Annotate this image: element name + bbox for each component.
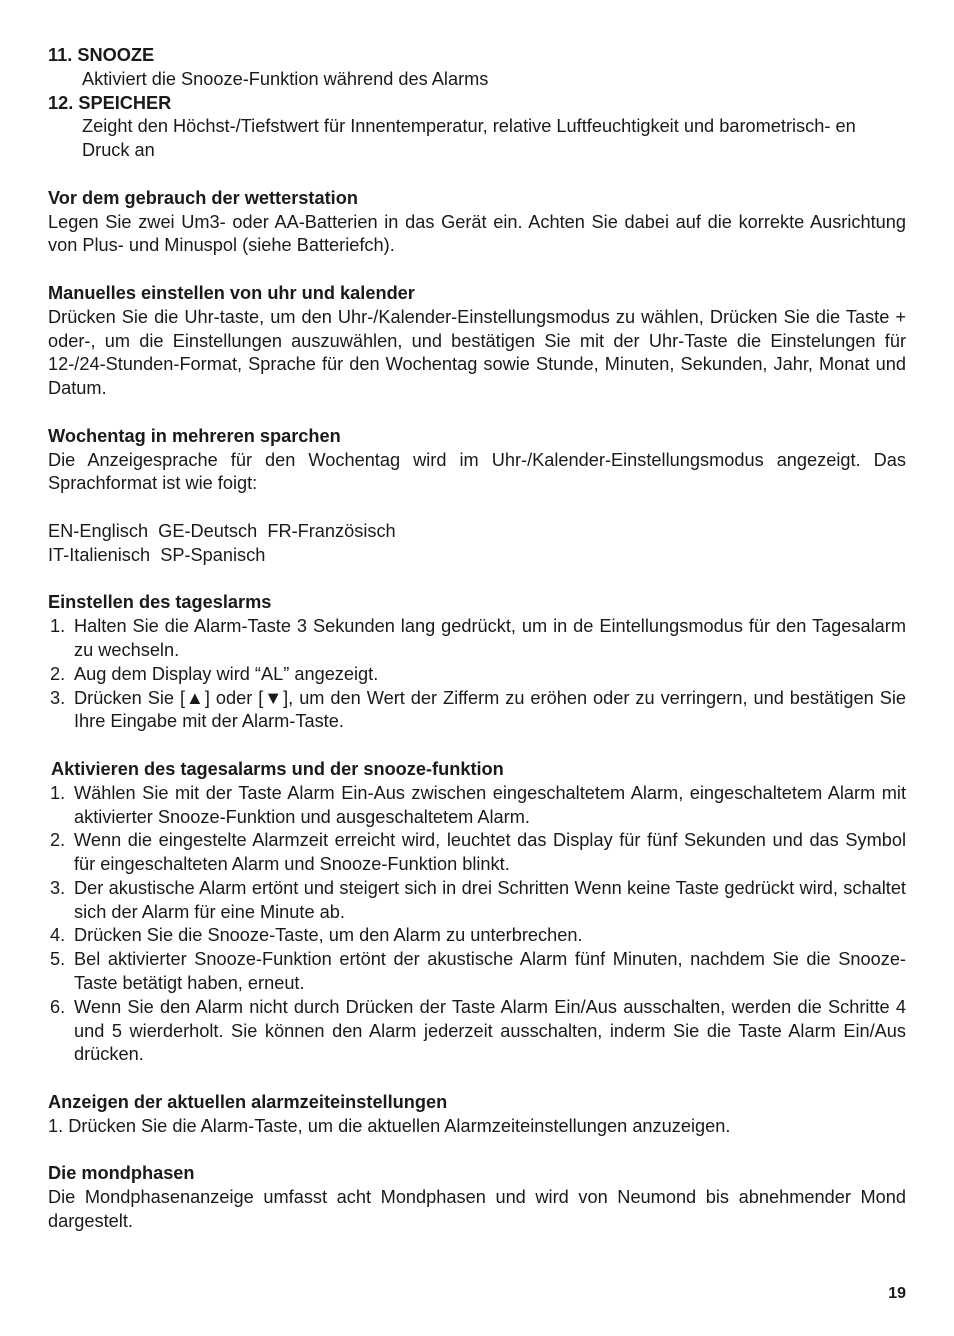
language-line-2: IT-Italienisch SP-Spanisch [48,544,266,565]
list-item [48,948,906,996]
list-item [48,996,906,1067]
section-text: Die Mondphasenanzeige umfasst acht Mondphasen und wird von Neumond bis abnehmender Mond dargestelt. [48,1187,906,1232]
list-text: Wenn die eingestelte Alarmzeit erreicht wird, leuchtet das Display für fünf Sekunden und das Symbol für eingeschalteten Alarm und Snooze-Funktion blinkt. [74,830,906,875]
item-title: 12. SPEICHER [48,92,172,113]
section-heading: Vor dem gebrauch der wetterstation [48,187,358,208]
list-number: 2. [50,830,66,851]
list-number: 3. [50,877,66,898]
list-item [48,615,906,663]
list-item [48,829,906,877]
list-item [48,924,906,948]
list-number: 6. [50,996,66,1017]
list-text: Wählen Sie mit der Taste Alarm Ein-Aus zwischen eingeschaltetem Alarm, eingeschaltetem Alarm mit aktivierter Snooze-Funktion und ausgeschaltetem Alarm. [74,782,906,827]
page-content [48,44,906,1234]
list-number: 4. [50,925,66,946]
list-text: Drücken Sie [▲] oder [▼], um den Wert der Zifferm zu eröhen oder zu verringern, und bestätigen Sie Ihre Eingabe mit der Alarm-Taste. [74,687,906,732]
item-snooze [48,44,906,92]
list-text: Wenn Sie den Alarm nicht durch Drücken der Taste Alarm Ein/Aus ausschalten, werden die Schritte 4 und 5 wierderholt. Sie können den Alarm jederzeit ausschalten, inderm Sie die Taste Alarm Ein/Aus drücken. [74,996,906,1065]
list-text: Der akustische Alarm ertönt und steigert sich in drei Schritten Wenn keine Taste gedrückt wird, schaltet sich der Alarm für eine Minute ab. [74,877,906,922]
section-heading: Wochentag in mehreren sparchen [48,425,341,446]
language-line-1: EN-Englisch GE-Deutsch FR-Französisch [48,520,396,541]
item-description: Aktiviert die Snooze-Funktion während des Alarms [82,68,489,89]
section-text: Die Anzeigesprache für den Wochentag wird im Uhr-/Kalender-Einstellungsmodus angezeigt. Das Sprachformat ist wie foigt: [48,449,906,494]
list-number: 1. [50,616,66,637]
list-item [48,877,906,925]
section-heading: Einstellen des tageslarms [48,592,272,613]
section-weekday-language [48,425,906,568]
page-number: 19 [888,1285,906,1302]
alarm-steps-list [48,615,906,734]
section-heading: Anzeigen der aktuellen alarmzeiteinstellungen [48,1092,448,1113]
section-set-alarm [48,591,906,734]
list-text: Aug dem Display wird “AL” angezeigt. [74,663,379,684]
list-number: 2. [50,663,66,684]
list-number: 5. [50,949,66,970]
list-number: 3. [50,687,66,708]
section-moon-phases [48,1162,906,1233]
section-manual-clock [48,282,906,401]
list-text: Bel aktivierter Snooze-Funktion ertönt der akustische Alarm fünf Minuten, nachdem Sie die Snooze-Taste betätigt haben, erneut. [74,949,906,994]
list-text: Halten Sie die Alarm-Taste 3 Sekunden lang gedrückt, um in de Eintellungsmodus für den Tagesalarm zu wechseln. [74,616,906,660]
section-before-use [48,187,906,258]
section-heading: Aktivieren des tagesalarms und der snooze-funktion [51,758,504,779]
item-description: Zeight den Höchst-/Tiefstwert für Innentemperatur, relative Luftfeuchtigkeit und barometrisch- en Druck an [82,116,856,161]
section-activate-alarm [48,758,906,1067]
activate-steps-list [48,782,906,1068]
list-item [48,663,906,687]
item-title: 11. SNOOZE [48,45,155,65]
list-text: Drücken Sie die Snooze-Taste, um den Alarm zu unterbrechen. [74,925,583,946]
section-heading: Manuelles einstellen von uhr und kalender [48,282,415,303]
section-text: Drücken Sie die Uhr-taste, um den Uhr-/Kalender-Einstellungsmodus zu wählen, Drücken Sie die Taste + oder-, um die Einstellungen auszuwählen, und bestätigen Sie mit der Uhr-Taste die Einstelungen für 12-/24-Stunden-Format, Sprache für den Wochentag sowie Stunde, Minuten, Sekunden, Jahr, Monat und Datum. [48,306,906,399]
list-item [48,687,906,735]
list-number: 1. [50,782,66,803]
section-heading: Die mondphasen [48,1163,195,1184]
item-speicher [48,92,906,163]
section-show-alarm [48,1091,906,1139]
section-text: Legen Sie zwei Um3- oder AA-Batterien in das Gerät ein. Achten Sie dabei auf die korrekte Ausrichtung von Plus- und Minuspol (siehe Batteriefch). [48,211,906,256]
list-item [48,782,906,830]
section-text: 1. Drücken Sie die Alarm-Taste, um die aktuellen Alarmzeiteinstellungen anzuzeigen. [48,1115,731,1136]
